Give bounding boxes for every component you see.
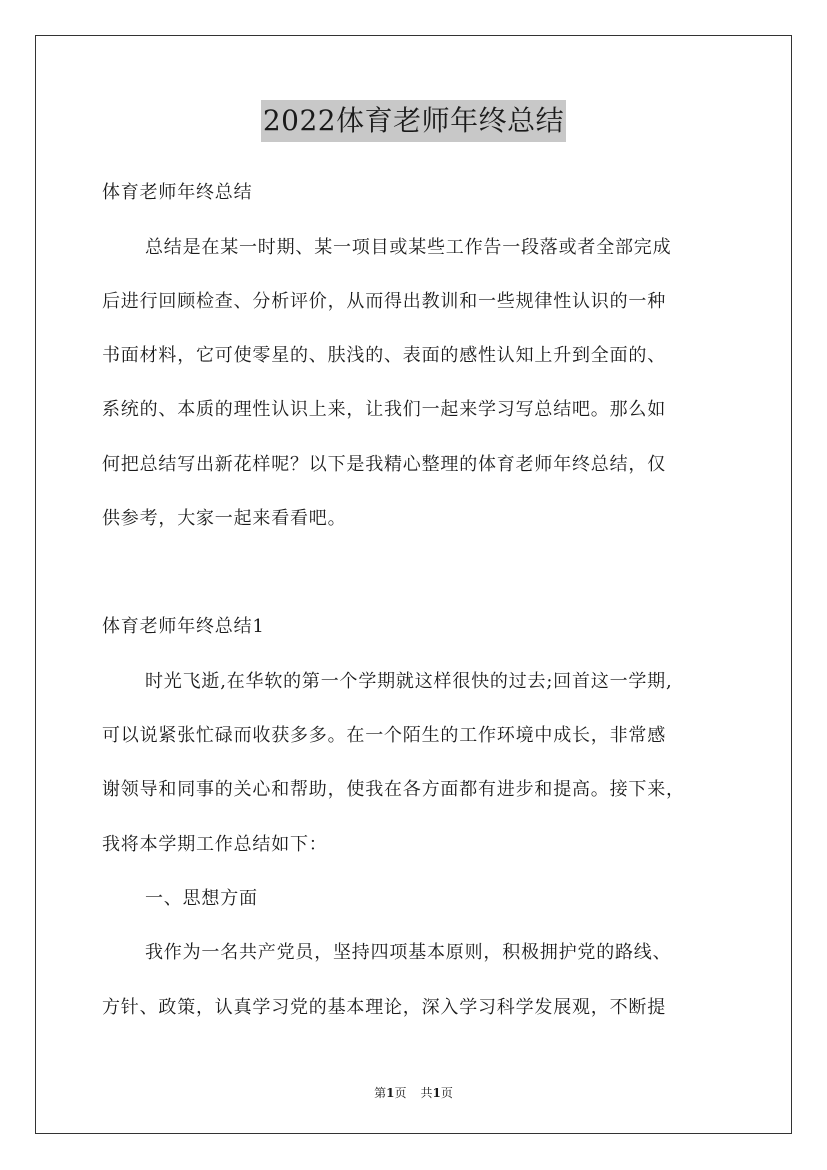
document-title: 2022体育老师年终总结	[261, 100, 566, 142]
total-prefix: 共	[420, 1086, 433, 1100]
total-suffix: 页	[440, 1086, 453, 1100]
paragraph-line: 时光飞逝,在华软的第一个学期就这样很快的过去;回首这一学期,	[145, 671, 673, 692]
paragraph-line: 供参考，大家一起来看看吧。	[102, 508, 347, 529]
page-footer	[0, 1085, 827, 1101]
paragraph-line: 后进行回顾检查、分析评价，从而得出教训和一些规律性认识的一种	[102, 291, 666, 312]
paragraph-line: 系统的、本质的理性认识上来，让我们一起来学习写总结吧。那么如	[102, 399, 666, 420]
page-prefix: 第	[374, 1086, 387, 1100]
section-heading: 体育老师年终总结1	[102, 616, 265, 637]
total-pages: 1	[432, 1086, 441, 1100]
subsection-heading: 一、思想方面	[145, 888, 258, 909]
paragraph-line: 可以说紧张忙碌而收获多多。在一个陌生的工作环境中成长，非常感	[102, 725, 666, 746]
paragraph-line: 我将本学期工作总结如下：	[102, 834, 328, 855]
paragraph-line: 总结是在某一时期、某一项目或某些工作告一段落或者全部完成	[145, 237, 672, 258]
paragraph-line: 何把总结写出新花样呢？以下是我精心整理的体育老师年终总结，仅	[102, 454, 666, 475]
paragraph-line: 谢领导和同事的关心和帮助，使我在各方面都有进步和提高。接下来，	[102, 779, 685, 800]
section-heading: 体育老师年终总结	[102, 182, 253, 203]
title-container	[0, 100, 827, 142]
paragraph-line: 方针、政策，认真学习党的基本理论，深入学习科学发展观，不断提	[102, 997, 666, 1018]
page-number: 1	[386, 1086, 395, 1100]
page-suffix: 页	[394, 1086, 407, 1100]
paragraph-line: 我作为一名共产党员，坚持四项基本原则，积极拥护党的路线、	[145, 942, 672, 963]
paragraph-line: 书面材料，它可使零星的、肤浅的、表面的感性认知上升到全面的、	[102, 345, 666, 366]
